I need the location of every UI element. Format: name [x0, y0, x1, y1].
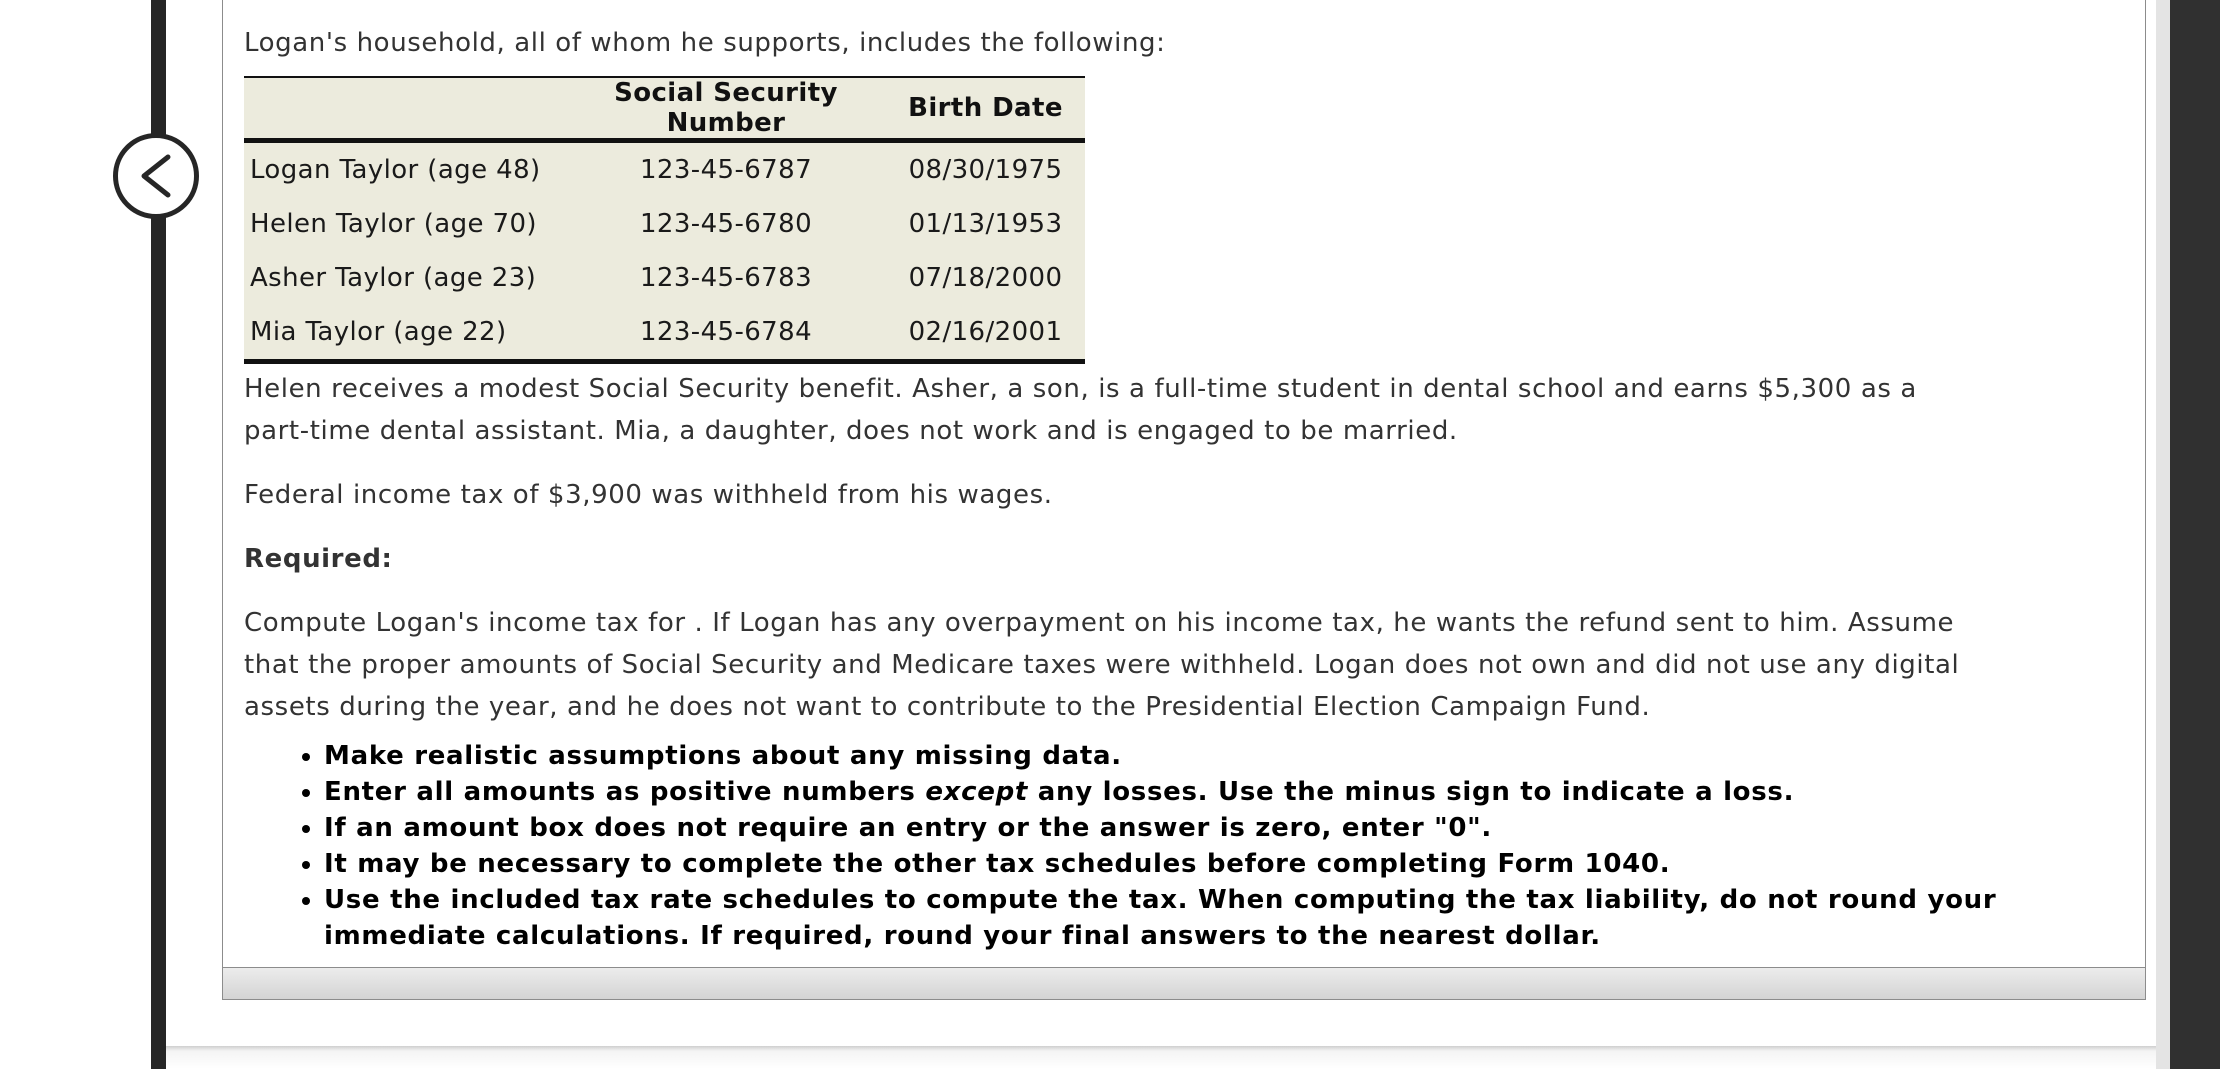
- back-button[interactable]: [113, 133, 199, 219]
- instruction-text: any losses. Use the minus sign to indicate a loss.: [1028, 777, 1795, 807]
- chevron-left-icon: [136, 151, 176, 201]
- instructions-list: [244, 738, 2004, 954]
- instruction-emphasis: except: [925, 777, 1029, 807]
- right-frame-bar: [2170, 0, 2220, 1069]
- table-header-ssn: Social Security Number: [614, 78, 838, 138]
- member-name: Helen Taylor (age 70): [250, 209, 537, 239]
- member-ssn: 123-45-6780: [639, 209, 813, 239]
- member-name: Asher Taylor (age 23): [250, 263, 537, 293]
- member-name: Logan Taylor (age 48): [250, 155, 541, 185]
- federal-withholding-paragraph: Federal income tax of $3,900 was withheld from his wages.: [244, 480, 1053, 510]
- intro-text: Logan's household, all of whom he supports, includes the following:: [244, 28, 1166, 58]
- right-frame-edge: [2156, 0, 2170, 1069]
- table-row: [244, 251, 1085, 305]
- instruction-item: • Make realistic assumptions about any missing data.: [324, 738, 2004, 774]
- member-name: Mia Taylor (age 22): [250, 317, 507, 347]
- compute-paragraph: Compute Logan's income tax for . If Logan has any overpayment on his income tax, he wants the refund sent to him. Assume that the proper amounts of Social Security and Medicare taxes were withheld. Logan does not own and did not use any digital assets during the year, and he does not want to contribute to the Presidential Election Campaign Fund.: [244, 608, 1960, 722]
- bottom-frame-strip: [166, 1046, 2156, 1069]
- member-ssn: 123-45-6784: [639, 317, 813, 347]
- table-header-birth-date: Birth Date: [908, 93, 1063, 123]
- member-birth-date: 07/18/2000: [908, 263, 1063, 293]
- question-panel-footer: [222, 967, 2146, 1000]
- member-ssn: 123-45-6783: [639, 263, 813, 293]
- instruction-item: • If an amount box does not require an entry or the answer is zero, enter "0".: [324, 810, 2004, 846]
- member-birth-date: 02/16/2001: [908, 317, 1063, 347]
- helen-paragraph: Helen receives a modest Social Security benefit. Asher, a son, is a full-time student in dental school and earns $5,300 as a part-time dental assistant. Mia, a daughter, does not work and is engaged to be married.: [244, 374, 1917, 446]
- member-ssn: 123-45-6787: [639, 155, 813, 185]
- instruction-item: [324, 774, 2004, 810]
- table-row: [244, 141, 1085, 198]
- required-label: Required:: [244, 544, 393, 574]
- table-row: [244, 197, 1085, 251]
- instruction-text: Enter all amounts as positive numbers: [324, 777, 926, 807]
- table-row: [244, 305, 1085, 362]
- table-header-name: [244, 77, 566, 141]
- member-birth-date: 01/13/1953: [908, 209, 1063, 239]
- table-header-row: [244, 77, 1085, 141]
- household-table: [244, 76, 1085, 364]
- instruction-item: • It may be necessary to complete the other tax schedules before completing Form 1040.: [324, 846, 2004, 882]
- member-birth-date: 08/30/1975: [908, 155, 1063, 185]
- instruction-item: • Use the included tax rate schedules to compute the tax. When computing the tax liability, do not round your immediate calculations. If required, round your final answers to the nearest dollar.: [324, 882, 2004, 954]
